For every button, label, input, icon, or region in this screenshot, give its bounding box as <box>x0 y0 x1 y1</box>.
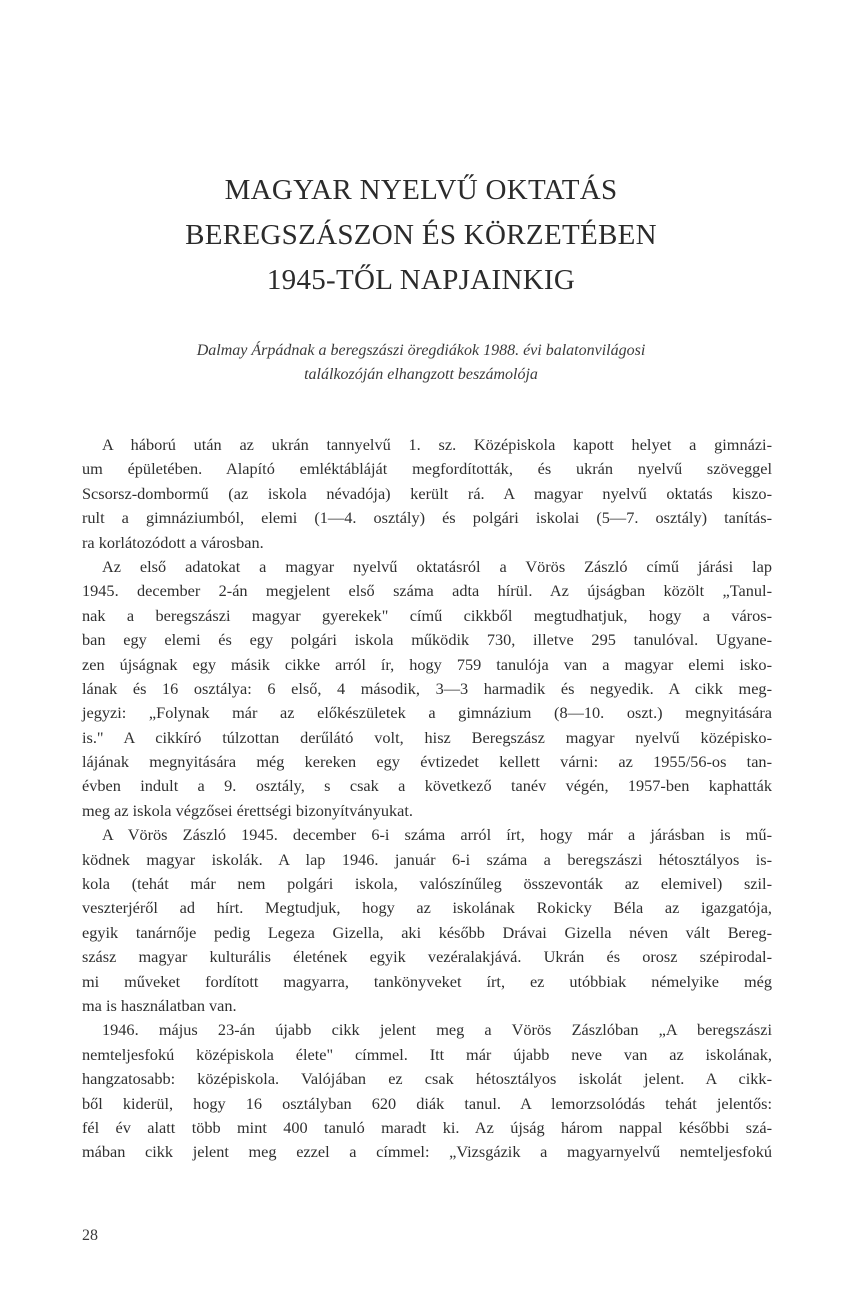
text-line: A Vörös Zászló 1945. december 6-i száma arról írt, hogy már a járásban is mű- <box>102 825 772 845</box>
text-line: egyik tanárnője pedig Legeza Gizella, aki később Drávai Gizella néven vált Bereg- <box>82 922 772 942</box>
text-line: mi műveket fordított magyarra, tankönyveket írt, ez utóbbiak némelyike még <box>82 971 772 991</box>
subtitle-line-2: találkozóján elhangzott beszámolója <box>304 366 538 383</box>
text-line: um épületében. Alapító emléktábláját megfordították, és ukrán nyelvű szöveggel <box>82 459 772 479</box>
body-text <box>82 433 772 1165</box>
text-line: Scsorsz-dombormű (az iskola névadója) került rá. A magyar nyelvű oktatás kiszo- <box>82 483 772 503</box>
text-line: zen újságnak egy másik cikke arról ír, hogy 759 tanulója van a magyar elemi isko- <box>82 654 772 674</box>
page-title <box>0 168 842 303</box>
paragraph-3 <box>82 823 772 1018</box>
page-subtitle <box>100 339 742 387</box>
text-line: ből kiderül, hogy 16 osztályban 620 diák tanul. A lemorzsolódás tehát jelentős: <box>82 1093 772 1113</box>
paragraph-1 <box>82 433 772 555</box>
text-line: nak a beregszászi magyar gyerekek" című cikkből megtudhatjuk, hogy a város- <box>82 605 772 625</box>
text-line: rult a gimnáziumból, elemi (1—4. osztály) és polgári iskolai (5—7. osztály) tanítás- <box>82 508 772 528</box>
title-line-1: MAGYAR NYELVŰ OKTATÁS <box>224 174 618 206</box>
text-line: jegyzi: „Folynak már az előkészületek a gimnázium (8—10. oszt.) megnyitására <box>82 703 772 723</box>
text-line: ban egy elemi és egy polgári iskola működik 730, illetve 295 tanulóval. Ugyane- <box>82 630 772 650</box>
text-line: ma is használatban van. <box>82 995 237 1015</box>
text-line: veszterjéről ad hírt. Megtudjuk, hogy az iskolának Rokicky Béla az igazgatója, <box>82 898 772 918</box>
title-line-2: BEREGSZÁSZON ÉS KÖRZETÉBEN <box>185 219 657 251</box>
text-line: Az első adatokat a magyar nyelvű oktatásról a Vörös Zászló című járási lap <box>102 556 772 576</box>
text-line: mában cikk jelent meg ezzel a címmel: „Vizsgázik a magyarnyelvű nemteljesfokú <box>82 1142 772 1162</box>
text-line: A háború után az ukrán tannyelvű 1. sz. Középiskola kapott helyet a gimnázi- <box>102 435 772 454</box>
text-line: kola (tehát már nem polgári iskola, valószínűleg összevonták az elemivel) szil- <box>82 874 772 894</box>
text-line: évben indult a 9. osztály, s csak a következő tanév végén, 1957-ben kaphatták <box>82 776 772 796</box>
text-line: lájának megnyitására még kereken egy évtizedet kellett várni: az 1955/56-os tan- <box>82 752 772 772</box>
text-line: ködnek magyar iskolák. A lap 1946. január 6-i száma a beregszászi hétosztályos is- <box>82 849 772 869</box>
title-line-3: 1945-TŐL NAPJAINKIG <box>266 264 576 296</box>
text-line: meg az iskola végzősei érettségi bizonyítványukat. <box>82 800 413 820</box>
text-line: 1946. május 23-án újabb cikk jelent meg a Vörös Zászlóban „A beregszászi <box>102 1020 772 1040</box>
text-line: nemteljesfokú középiskola élete" címmel. Itt már újabb neve van az iskolának, <box>82 1044 772 1064</box>
text-line: ra korlátozódott a városban. <box>82 532 264 552</box>
text-line: is." A cikkíró túlzottan derűlátó volt, hisz Beregszász magyar nyelvű középisko- <box>82 727 772 747</box>
paragraph-2 <box>82 555 772 823</box>
page-number: 28 <box>82 1227 98 1244</box>
text-line: szász magyar kulturális életének egyik vezéralakjává. Ukrán és orosz szépirodal- <box>82 947 772 967</box>
text-line: lának és 16 osztálya: 6 első, 4 második, 3—3 harmadik és negyedik. A cikk meg- <box>82 678 772 698</box>
paragraph-4 <box>82 1018 772 1164</box>
text-line: 1945. december 2-án megjelent első száma adta hírül. Az újságban közölt „Tanul- <box>82 581 772 601</box>
text-line: hangzatosabb: középiskola. Valójában ez csak hétosztályos iskolát jelent. A cikk- <box>82 1069 772 1089</box>
text-line: fél év alatt több mint 400 tanuló maradt ki. Az újság három nappal későbbi szá- <box>82 1117 772 1137</box>
subtitle-line-1: Dalmay Árpádnak a beregszászi öregdiákok 1988. évi balatonvilágosi <box>196 342 646 359</box>
